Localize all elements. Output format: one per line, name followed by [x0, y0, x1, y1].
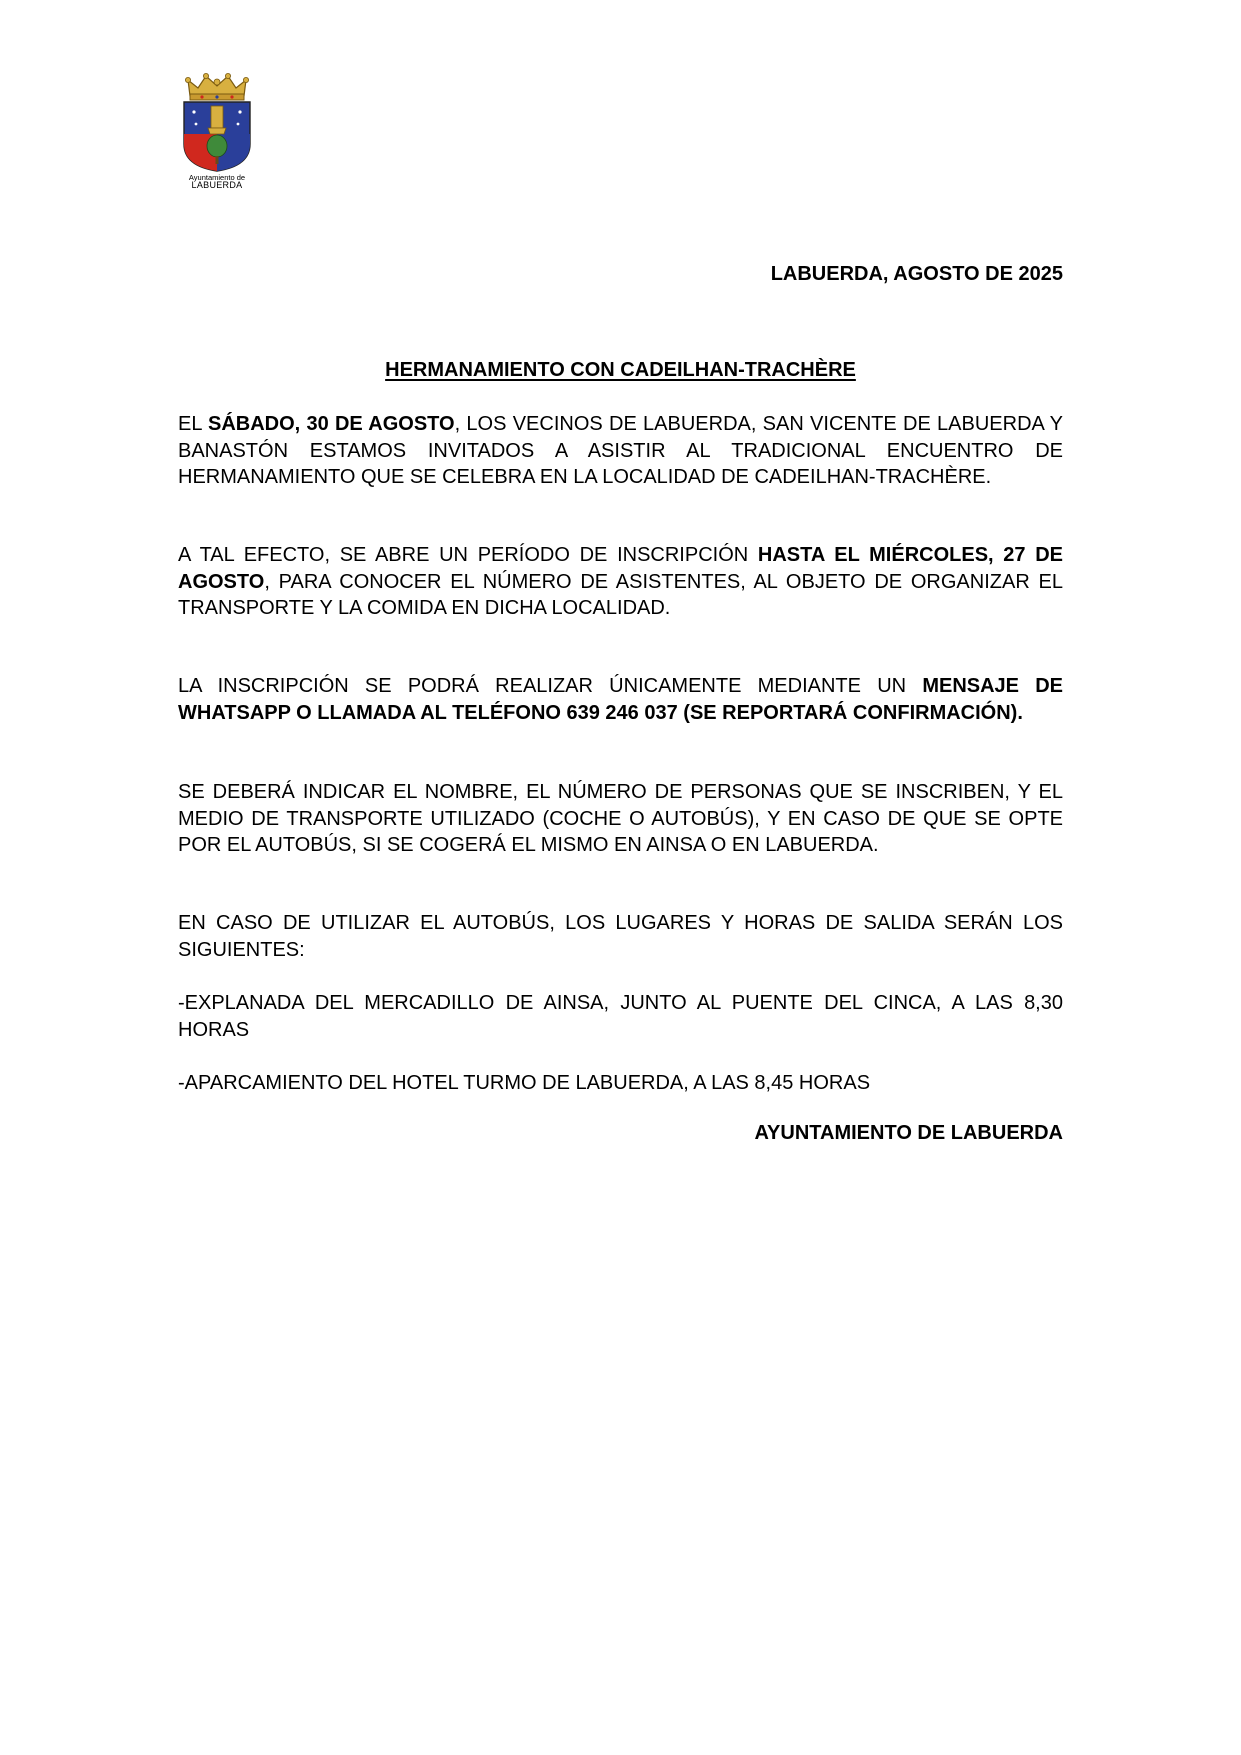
document-date: LABUERDA, AGOSTO DE 2025: [770, 263, 1063, 285]
signature: AYUNTAMIENTO DE LABUERDA: [754, 1122, 1063, 1144]
bus-stop-ainsa: -EXPLANADA DEL MERCADILLO DE AINSA, JUNTO AL PUENTE DEL CINCA, A LAS 8,30 HORAS: [178, 992, 1063, 1041]
paragraph-invitation: [178, 411, 1063, 491]
coat-of-arms-logo: [172, 72, 262, 192]
paragraph-invitation-date: SÁBADO, 30 DE AGOSTO: [207, 413, 455, 435]
document-title: HERMANAMIENTO CON CADEILHAN-TRACHÈRE: [385, 359, 856, 381]
paragraph-required-info: SE DEBERÁ INDICAR EL NOMBRE, EL NÚMERO DE PERSONAS QUE SE INSCRIBEN, Y EL MEDIO DE TRANSPORTE UTILIZADO (COCHE O AUTOBÚS), Y EN CASO DE QUE SE OPTE POR EL AUTOBÚS, SI SE COGERÁ EL MISMO EN AINSA O EN LABUERDA.: [178, 781, 1063, 856]
paragraph-invitation-text1: EL: [178, 413, 208, 435]
paragraph-registration-period: [178, 542, 1063, 622]
paragraph-bus-departures: EN CASO DE UTILIZAR EL AUTOBÚS, LOS LUGARES Y HORAS DE SALIDA SERÁN LOS SIGUIENTES:: [178, 912, 1063, 961]
paragraph-registration-method: [178, 673, 1063, 726]
paragraph-method-text1: LA INSCRIPCIÓN SE PODRÁ REALIZAR ÚNICAMENTE MEDIANTE UN: [178, 675, 923, 697]
paragraph-registration-text1: A TAL EFECTO, SE ABRE UN PERÍODO DE INSCRIPCIÓN: [178, 544, 758, 566]
paragraph-registration-text2: , PARA CONOCER EL NÚMERO DE ASISTENTES, AL OBJETO DE ORGANIZAR EL TRANSPORTE Y LA COMIDA EN DICHA LOCALIDAD.: [178, 570, 1063, 619]
bus-stop-labuerda: -APARCAMIENTO DEL HOTEL TURMO DE LABUERDA, A LAS 8,45 HORAS: [178, 1072, 871, 1094]
coat-of-arms-icon: [172, 72, 262, 172]
paragraph-method-contact: MENSAJE DE WHATSAPP O LLAMADA AL TELÉFONO 639 246 037 (SE REPORTARÁ CONFIRMACIÓN).: [178, 675, 1064, 724]
logo-caption-line2: LABUERDA: [191, 180, 243, 190]
logo-caption-line1: Ayuntamiento de: [188, 173, 246, 182]
paragraph-registration-deadline: HASTA EL MIÉRCOLES, 27 DE AGOSTO: [178, 544, 1063, 593]
paragraph-invitation-text2: , LOS VECINOS DE LABUERDA, SAN VICENTE DE LABUERDA Y BANASTÓN ESTAMOS INVITADOS A ASISTIR AL TRADICIONAL ENCUENTRO DE HERMANAMIENTO QUE SE CELEBRA EN LA LOCALIDAD DE CADEILHAN-TRACHÈRE.: [178, 413, 1064, 488]
